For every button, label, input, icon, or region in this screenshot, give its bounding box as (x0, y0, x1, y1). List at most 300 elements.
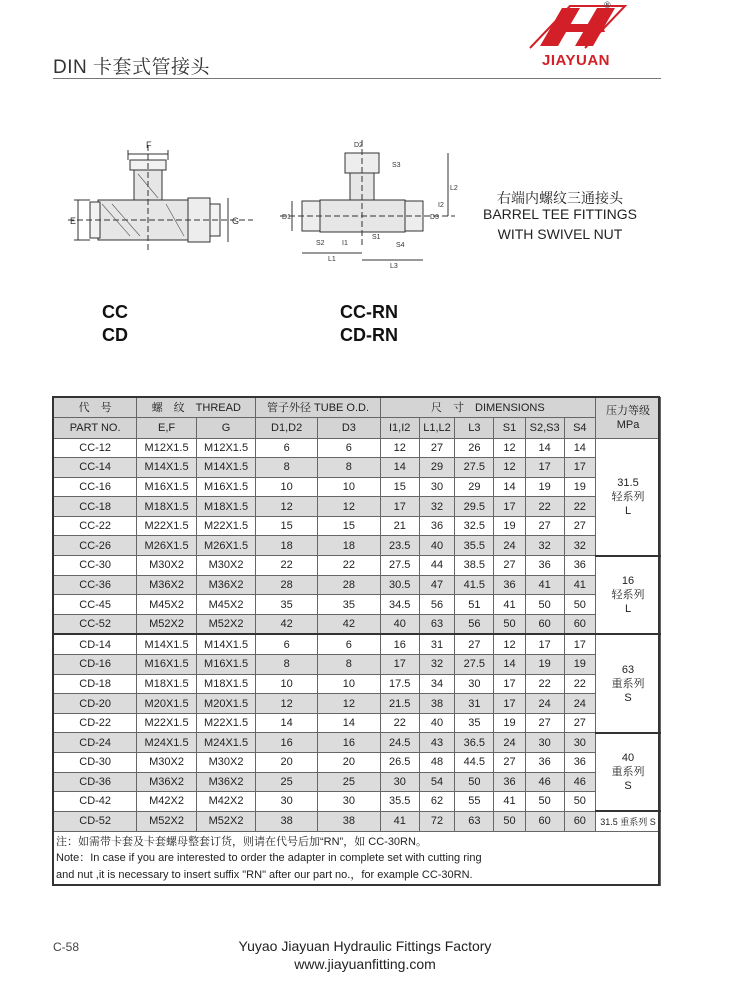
table-cell: 29.5 (455, 497, 494, 517)
part-number-cell: CD-16 (54, 655, 137, 675)
description-cn: 右端内螺纹三通接头 (497, 190, 623, 206)
dim-label: L1 (328, 256, 336, 263)
table-cell: 17 (494, 674, 525, 694)
table-row (54, 792, 661, 812)
barrel-tee-drawing (68, 140, 258, 275)
part-number-cell: CC-52 (54, 614, 137, 634)
dim-label: D2 (354, 142, 363, 149)
table-cell: M22X1.5 (196, 516, 256, 536)
table-cell: 30 (564, 733, 595, 753)
table-cell: 22 (380, 713, 419, 733)
table-cell: 44.5 (455, 753, 494, 773)
table-cell: 35 (455, 713, 494, 733)
table-cell: 22 (564, 497, 595, 517)
table-cell: 31 (455, 694, 494, 714)
part-number-cell: CC-45 (54, 595, 137, 615)
table-cell: 30 (256, 792, 318, 812)
table-cell: M18X1.5 (137, 497, 197, 517)
table-cell: 27 (455, 634, 494, 654)
table-cell: 8 (317, 655, 380, 675)
table-cell: 15 (256, 516, 318, 536)
part-number-cell: CD-14 (54, 634, 137, 654)
table-cell: 19 (525, 655, 564, 675)
table-cell: 17 (525, 634, 564, 654)
table-cell: 31 (419, 634, 455, 654)
table-cell: 25 (317, 772, 380, 792)
table-cell: 35.5 (380, 792, 419, 812)
column-header: D3 (317, 418, 380, 439)
table-cell: 36 (564, 753, 595, 773)
part-number-cell: CD-52 (54, 811, 137, 831)
table-row (54, 614, 661, 634)
registered-mark: ® (604, 0, 611, 10)
table-cell: M16X1.5 (137, 477, 197, 497)
pressure-series-cn: 重系列 (611, 766, 645, 779)
table-row (54, 811, 661, 831)
table-cell: 46 (525, 772, 564, 792)
table-cell: 40 (419, 713, 455, 733)
brand-name: JIAYUAN (542, 52, 610, 69)
table-cell: 41 (380, 811, 419, 831)
table-cell: M30X2 (137, 753, 197, 773)
table-cell: M52X2 (137, 614, 197, 634)
table-cell: 14 (525, 438, 564, 458)
table-cell: 27 (494, 753, 525, 773)
table-row (54, 674, 661, 694)
table-cell: 19 (525, 477, 564, 497)
table-cell: 50 (455, 772, 494, 792)
table-cell: 27 (564, 713, 595, 733)
table-cell: 24 (564, 694, 595, 714)
table-row (54, 438, 661, 458)
part-number-cell: CD-42 (54, 792, 137, 812)
part-number-cell: CD-30 (54, 753, 137, 773)
table-cell: 27.5 (455, 458, 494, 478)
table-cell: 19 (494, 713, 525, 733)
pressure-rating-cell (596, 556, 661, 635)
table-cell: 14 (317, 713, 380, 733)
table-cell: 32 (525, 536, 564, 556)
header-thread: 螺 纹 THREAD (137, 398, 256, 418)
table-cell: 12 (380, 438, 419, 458)
table-cell: 19 (564, 655, 595, 675)
table-cell: 41 (494, 595, 525, 615)
table-cell: 15 (380, 477, 419, 497)
table-note (54, 831, 661, 886)
table-cell: 60 (564, 811, 595, 831)
part-number-cell: CC-12 (54, 438, 137, 458)
description-en-2: WITH SWIVEL NUT (497, 226, 623, 242)
table-cell: 29 (419, 458, 455, 478)
part-number-cell: CC-26 (54, 536, 137, 556)
dim-label: S1 (372, 234, 381, 241)
table-cell: 14 (564, 438, 595, 458)
table-row (54, 655, 661, 675)
table-cell: M12X1.5 (137, 438, 197, 458)
table-cell: 32 (419, 655, 455, 675)
table-cell: M26X1.5 (196, 536, 256, 556)
column-header: L1,L2 (419, 418, 455, 439)
table-cell: 12 (317, 497, 380, 517)
table-cell: 22 (525, 497, 564, 517)
table-cell: M52X2 (196, 811, 256, 831)
table-cell: 17 (494, 694, 525, 714)
table-cell: M36X2 (196, 772, 256, 792)
pressure-value: 31.5 (617, 476, 639, 489)
part-number-cell: CC-18 (54, 497, 137, 517)
table-cell: 8 (256, 458, 318, 478)
table-cell: 50 (494, 811, 525, 831)
table-cell: 22 (525, 674, 564, 694)
table-cell: 50 (525, 595, 564, 615)
table-cell: 24 (494, 733, 525, 753)
table-cell: M12X1.5 (196, 438, 256, 458)
table-cell: 16 (317, 733, 380, 753)
barrel-tee-rn-drawing (280, 135, 460, 270)
table-cell: 36 (525, 753, 564, 773)
column-header: L3 (455, 418, 494, 439)
table-cell: 36 (494, 575, 525, 595)
header-part-cn: 代 号 (54, 398, 137, 418)
table-cell: 48 (419, 753, 455, 773)
column-header: S1 (494, 418, 525, 439)
table-row (54, 536, 661, 556)
pressure-rating-cell (596, 634, 661, 732)
pressure-series-cn: 重系列 (611, 677, 645, 690)
table-cell: 6 (317, 634, 380, 654)
table-cell: M20X1.5 (137, 694, 197, 714)
table-cell: 56 (455, 614, 494, 634)
table-cell: 25 (256, 772, 318, 792)
table-cell: 19 (494, 516, 525, 536)
table-cell: 30 (317, 792, 380, 812)
table-cell: 12 (256, 694, 318, 714)
part-number-cell: CD-24 (54, 733, 137, 753)
table-row (54, 772, 661, 792)
table-cell: 30 (525, 733, 564, 753)
table-row (54, 458, 661, 478)
table-row (54, 634, 661, 654)
table-cell: M18X1.5 (196, 497, 256, 517)
table-cell: 42 (256, 614, 318, 634)
part-number-cell: CC-22 (54, 516, 137, 536)
table-cell: 26.5 (380, 753, 419, 773)
part-number-cell: CD-36 (54, 772, 137, 792)
table-cell: 30 (455, 674, 494, 694)
column-header: G (196, 418, 256, 439)
table-row (54, 556, 661, 576)
note-line: 注：如需带卡套及卡套螺母整套订货，则请在代号后加“RN”，如 CC-30RN。 (56, 835, 427, 848)
table-cell: 28 (256, 575, 318, 595)
table-cell: 38 (256, 811, 318, 831)
table-cell: 27 (525, 713, 564, 733)
table-cell: M16X1.5 (196, 477, 256, 497)
table-cell: 44 (419, 556, 455, 576)
table-cell: 22 (317, 556, 380, 576)
table-row (54, 713, 661, 733)
table-cell: 22 (564, 674, 595, 694)
part-number-cell: CD-22 (54, 713, 137, 733)
company-name: Yuyao Jiayuan Hydraulic Fittings Factory (238, 938, 492, 954)
code-cd: CD (102, 325, 128, 345)
header-dimensions: 尺 寸 DIMENSIONS (380, 398, 595, 418)
table-cell: 36.5 (455, 733, 494, 753)
table-cell: M26X1.5 (137, 536, 197, 556)
table-cell: 27.5 (455, 655, 494, 675)
table-cell: M18X1.5 (137, 674, 197, 694)
table-cell: M30X2 (137, 556, 197, 576)
table-cell: 21.5 (380, 694, 419, 714)
table-cell: 30 (419, 477, 455, 497)
table-cell: 38 (419, 694, 455, 714)
table-cell: 54 (419, 772, 455, 792)
table-cell: 42 (317, 614, 380, 634)
table-cell: 72 (419, 811, 455, 831)
header-pressure-line: 压力等级 (606, 404, 650, 417)
dim-label: I1 (342, 240, 348, 247)
table-cell: 6 (256, 634, 318, 654)
table-row (54, 733, 661, 753)
table-cell: 18 (317, 536, 380, 556)
table-cell: M14X1.5 (137, 458, 197, 478)
table-cell: 6 (256, 438, 318, 458)
table-cell: M30X2 (196, 753, 256, 773)
table-cell: M36X2 (137, 772, 197, 792)
table-cell: 41 (525, 575, 564, 595)
table-cell: M30X2 (196, 556, 256, 576)
table-cell: M36X2 (196, 575, 256, 595)
table-cell: 12 (317, 694, 380, 714)
table-cell: 23.5 (380, 536, 419, 556)
table-cell: 14 (256, 713, 318, 733)
table-cell: M45X2 (137, 595, 197, 615)
table-cell: M22X1.5 (137, 713, 197, 733)
table-cell: M36X2 (137, 575, 197, 595)
table-cell: 34 (419, 674, 455, 694)
dim-label: I2 (438, 202, 444, 209)
code-cc-rn: CC-RN (340, 302, 398, 322)
table-cell: M16X1.5 (137, 655, 197, 675)
table-cell: 41 (564, 575, 595, 595)
table-cell: 28 (317, 575, 380, 595)
table-cell: M52X2 (137, 811, 197, 831)
table-cell: 26 (455, 438, 494, 458)
table-cell: 60 (564, 614, 595, 634)
table-cell: 36 (525, 556, 564, 576)
dim-label: F (146, 140, 152, 150)
part-number-cell: CC-30 (54, 556, 137, 576)
pressure-rating-cell (596, 438, 661, 556)
table-cell: 46 (564, 772, 595, 792)
table-cell: 50 (564, 792, 595, 812)
table-cell: 34.5 (380, 595, 419, 615)
table-cell: 38 (317, 811, 380, 831)
table-cell: 50 (494, 614, 525, 634)
table-cell: 60 (525, 811, 564, 831)
table-cell: 12 (494, 634, 525, 654)
table-cell: 27.5 (380, 556, 419, 576)
table-row (54, 516, 661, 536)
dim-label: S4 (396, 242, 405, 249)
table-cell: 24 (494, 536, 525, 556)
table-cell: M42X2 (137, 792, 197, 812)
table-cell: 17 (494, 497, 525, 517)
table-cell: 12 (256, 497, 318, 517)
table-cell: M42X2 (196, 792, 256, 812)
table-cell: 24 (525, 694, 564, 714)
pressure-value: 40 (621, 752, 635, 765)
table-cell: 36 (564, 556, 595, 576)
table-cell: M22X1.5 (196, 713, 256, 733)
table-cell: 14 (494, 655, 525, 675)
table-row (54, 694, 661, 714)
header-tube: 管子外径 TUBE O.D. (256, 398, 380, 418)
header-pressure (596, 398, 661, 439)
table-cell: M24X1.5 (137, 733, 197, 753)
table-cell: 10 (317, 674, 380, 694)
table-row (54, 753, 661, 773)
table-row (54, 477, 661, 497)
table-cell: 40 (380, 614, 419, 634)
table-cell: M14X1.5 (137, 634, 197, 654)
table-cell: 21 (380, 516, 419, 536)
note-line: Note：In case if you are interested to order the adapter in complete set with cutting ring (56, 852, 482, 865)
table-cell: 60 (525, 614, 564, 634)
pressure-rating-cell (596, 733, 661, 811)
column-header: I1,I2 (380, 418, 419, 439)
table-cell: 36 (494, 772, 525, 792)
table-cell: M20X1.5 (196, 694, 256, 714)
table-cell: 17.5 (380, 674, 419, 694)
table-cell: 10 (256, 674, 318, 694)
table-cell: 43 (419, 733, 455, 753)
table-row (54, 497, 661, 517)
table-cell: 16 (380, 634, 419, 654)
pressure-series-cn: 轻系列 (611, 589, 645, 601)
table-cell: 50 (525, 792, 564, 812)
table-cell: 8 (317, 458, 380, 478)
part-number-cell: CC-36 (54, 575, 137, 595)
pressure-rating-cell (596, 811, 661, 831)
part-number-cell: CC-16 (54, 477, 137, 497)
table-cell: 35.5 (455, 536, 494, 556)
pressure-value: 63 (621, 663, 635, 676)
dim-label: S2 (316, 240, 325, 247)
header-pressure-line: MPa (616, 418, 640, 431)
dim-label: D1 (282, 214, 291, 221)
table-cell: 10 (256, 477, 318, 497)
pressure-series: S (624, 691, 632, 704)
table-cell: 27 (494, 556, 525, 576)
table-cell: 27 (419, 438, 455, 458)
table-cell: 19 (564, 477, 595, 497)
table-cell: 17 (380, 655, 419, 675)
page-title: DIN 卡套式管接头 (53, 57, 211, 78)
table-cell: 51 (455, 595, 494, 615)
column-header: S4 (564, 418, 595, 439)
table-cell: 40 (419, 536, 455, 556)
table-cell: 17 (564, 458, 595, 478)
table-cell: 20 (317, 753, 380, 773)
table-cell: M18X1.5 (196, 674, 256, 694)
table-cell: 27 (525, 516, 564, 536)
table-row (54, 595, 661, 615)
table-cell: 17 (380, 497, 419, 517)
column-header: E,F (137, 418, 197, 439)
table-cell: 24.5 (380, 733, 419, 753)
table-cell: 63 (419, 614, 455, 634)
table-cell: 30 (380, 772, 419, 792)
pressure-series: L (624, 603, 632, 615)
table-cell: 17 (564, 634, 595, 654)
table-cell: 55 (455, 792, 494, 812)
pressure-series: S (624, 780, 632, 793)
table-cell: 36 (419, 516, 455, 536)
table-cell: 38.5 (455, 556, 494, 576)
dim-label: E (70, 216, 77, 226)
table-cell: M14X1.5 (196, 458, 256, 478)
table-cell: 16 (256, 733, 318, 753)
table-cell: 14 (380, 458, 419, 478)
table-cell: 63 (455, 811, 494, 831)
part-number-cell: CC-14 (54, 458, 137, 478)
note-line: and nut ,it is necessary to insert suffix "RN" after our part no.，for example CC-30RN. (56, 868, 473, 881)
table-cell: 62 (419, 792, 455, 812)
table-cell: M14X1.5 (196, 634, 256, 654)
table-cell: 35 (317, 595, 380, 615)
table-cell: 41.5 (455, 575, 494, 595)
pressure-value: 16 (621, 575, 635, 587)
column-header: PART NO. (54, 418, 137, 439)
header-divider (53, 78, 661, 79)
column-header: S2,S3 (525, 418, 564, 439)
dim-label: S3 (392, 162, 401, 169)
table-cell: M22X1.5 (137, 516, 197, 536)
table-cell: 15 (317, 516, 380, 536)
table-cell: 27 (564, 516, 595, 536)
table-cell: 12 (494, 438, 525, 458)
dim-label: D3 (430, 214, 439, 221)
dim-label: G (232, 216, 240, 226)
code-cd-rn: CD-RN (340, 325, 398, 345)
part-number-cell: CD-20 (54, 694, 137, 714)
table-cell: 12 (494, 458, 525, 478)
description-en-1: BARREL TEE FITTINGS (482, 206, 638, 222)
pressure-series-cn: 轻系列 (611, 490, 645, 503)
table-cell: 17 (525, 458, 564, 478)
table-cell: M45X2 (196, 595, 256, 615)
part-number-cell: CD-18 (54, 674, 137, 694)
dim-label: L3 (390, 263, 398, 270)
website-link[interactable]: www.jiayuanfitting.com (294, 956, 436, 972)
table-cell: 30.5 (380, 575, 419, 595)
table-cell: 18 (256, 536, 318, 556)
spec-table (53, 397, 661, 886)
table-cell: M52X2 (196, 614, 256, 634)
table-cell: 6 (317, 438, 380, 458)
table-cell: 22 (256, 556, 318, 576)
table-cell: 29 (455, 477, 494, 497)
table-cell: M24X1.5 (196, 733, 256, 753)
table-row (54, 575, 661, 595)
table-cell: 8 (256, 655, 318, 675)
table-cell: 32 (419, 497, 455, 517)
table-cell: 41 (494, 792, 525, 812)
column-header: D1,D2 (256, 418, 318, 439)
code-cc: CC (102, 302, 128, 322)
table-cell: 20 (256, 753, 318, 773)
table-cell: 14 (494, 477, 525, 497)
